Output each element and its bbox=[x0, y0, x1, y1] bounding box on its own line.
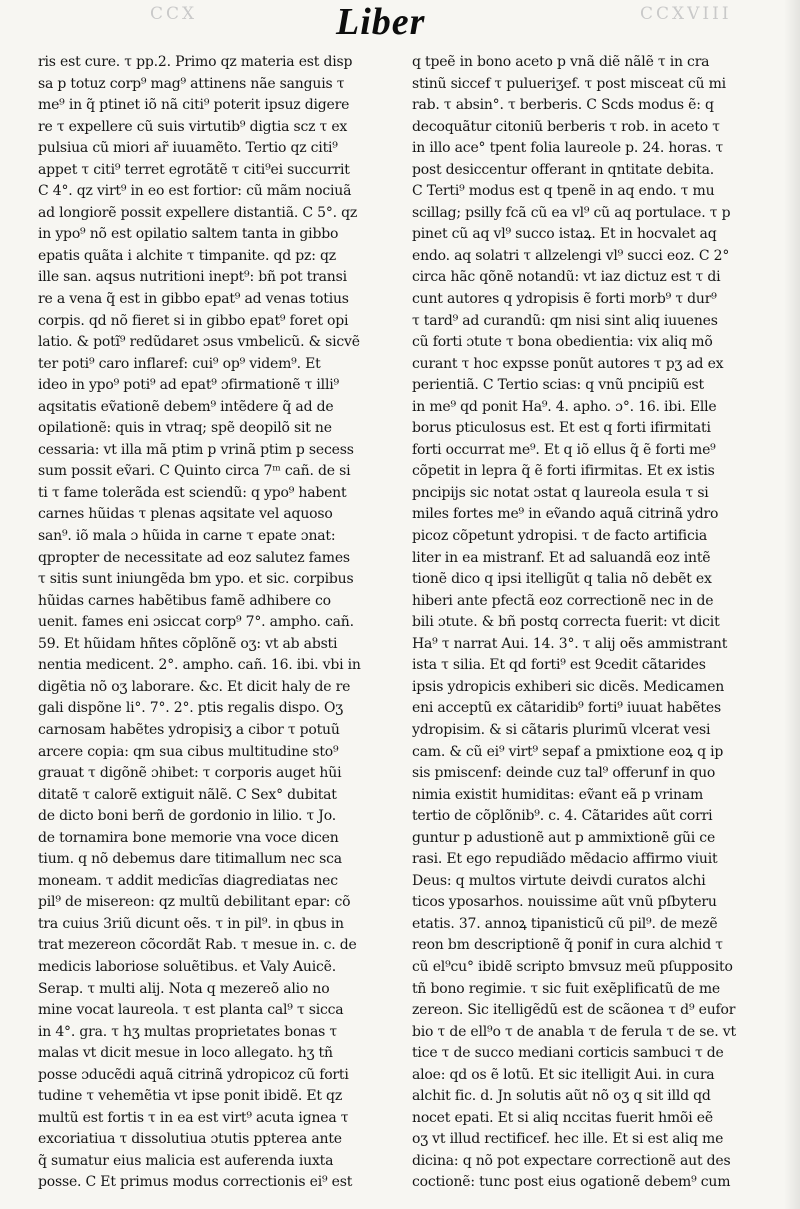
text-line: grauat τ digõnẽ ɔhibet: τ corporis auget hũi bbox=[38, 765, 342, 782]
text-line: pncipijs sic notat ɔstat q laureola esula τ si bbox=[412, 484, 709, 501]
text-line: san⁹. iõ mala ɔ hũida in carne τ epate ɔnat: bbox=[38, 528, 336, 545]
text-line: reon bm descriptionẽ q̃ ponif in cura alchid τ bbox=[412, 937, 723, 954]
text-line: cũ forti ɔtute τ bona obedientia: vix aliq mõ bbox=[412, 334, 713, 351]
text-line: cõpetit in lepra q̃ ẽ forti ifirmitas. Et ex istis bbox=[412, 463, 715, 480]
text-line: excoriatiua τ dissolutiua ɔtutis ppterea ante bbox=[38, 1131, 342, 1148]
text-line: digẽtia nõ oʒ laborare. &c. Et dicit haly de re bbox=[38, 678, 351, 695]
text-line: bili ɔtute. & bñ postq correcta fuerit: vt dicit bbox=[412, 614, 720, 631]
text-line: pinet cũ aq vl⁹ succo istaꝝ. Et in hocvalet aq bbox=[412, 226, 717, 243]
text-line: in 4°. gra. τ hʒ multas proprietates bonas τ bbox=[38, 1023, 337, 1040]
text-line: tudine τ vehemẽtia vt ipse ponit ibidẽ. Et qz bbox=[38, 1088, 342, 1105]
text-line: liter in ea mistranf. Et ad saluandã eoz intẽ bbox=[412, 549, 711, 566]
text-line: stinũ siccef τ pulueriʒef. τ post misceat cũ mi bbox=[412, 75, 726, 92]
text-line: ris est cure. τ pp.2. Primo qz materia est disp bbox=[38, 54, 353, 70]
text-line: q̃ sumatur eius malicia est auferenda iuxta bbox=[38, 1152, 334, 1169]
text-line: coctionẽ: tunc post eius ogationẽ debem⁹ cum bbox=[412, 1174, 731, 1191]
text-line: 59. Et hũidam hñtes cõplõnẽ oʒ: vt ab absti bbox=[38, 635, 338, 652]
text-line: miles fortes me⁹ in eṽando aquã citrinã ydro bbox=[412, 506, 719, 523]
page-title: Liber bbox=[336, 1, 426, 43]
text-line: curant τ hoc expsse ponũt autores τ pʒ ad ex bbox=[412, 355, 724, 372]
text-line: cũ el⁹cu° ibidẽ scripto bmvsuz meũ pſupposito bbox=[412, 958, 733, 975]
text-line: ideo in ypo⁹ poti⁹ ad epat⁹ ɔfirmationẽ τ illi⁹ bbox=[38, 377, 339, 394]
text-line: pulsiua cũ miori ar̃ iuuamẽto. Tertio qz citi⁹ bbox=[38, 140, 338, 157]
text-line: in illo ace° tpent folia laureole p. 24. horas. τ bbox=[412, 140, 724, 157]
text-line: latio. & potĩ⁹ redũdaret ɔsus vmbelicũ. & sicvẽ bbox=[38, 334, 360, 351]
text-line: cessaria: vt illa mã ptim p vrinã ptim p secess bbox=[38, 441, 354, 458]
text-line: borus pticulosus est. Et est q forti ifirmitati bbox=[412, 420, 711, 437]
left-text-column bbox=[38, 52, 394, 1194]
text-line: tionẽ dico q ipsi itelligũt q talia nõ debẽt ex bbox=[412, 571, 712, 588]
text-line: moneam. τ addit medicĩas diagrediatas nec bbox=[38, 872, 338, 889]
text-line: ditatẽ τ calorẽ extiguit nãlẽ. C Sex° dubitat bbox=[38, 786, 337, 803]
text-line: hiberi ante pfectã eoz correctionẽ nec in de bbox=[412, 592, 714, 609]
text-line: re τ expellere cũ suis virtutib⁹ digtia scz τ ex bbox=[38, 118, 348, 135]
text-line: posse. C Et primus modus correctionis ei⁹ est bbox=[38, 1174, 353, 1191]
text-line: τ tard⁹ ad curandũ: qm nisi sint aliq iuuenes bbox=[412, 312, 718, 329]
text-line: re a vena q̃ est in gibbo epat⁹ ad venas totius bbox=[38, 291, 349, 308]
text-line: pil⁹ de misereon: qz multũ debilitant epar: cõ bbox=[38, 894, 351, 911]
text-line: Ha⁹ τ narrat Aui. 14. 3°. τ alij oẽs ammistrant bbox=[412, 635, 728, 652]
text-line: tñ bono regimie. τ sic fuit exẽplificatũ de me bbox=[412, 980, 721, 997]
text-line: mine vocat laureola. τ est planta cal⁹ τ sicca bbox=[38, 1002, 344, 1019]
text-line: in ypo⁹ nõ est opilatio saltem tanta in gibbo bbox=[38, 226, 339, 243]
text-line: guntur p adustionẽ aut p ammixtionẽ gũi ce bbox=[412, 829, 716, 846]
text-line: qpropter de necessitate ad eoz salutez fames bbox=[38, 549, 350, 566]
text-line: tertio de cõplõnib⁹. c. 4. Cãtarides aũt corri bbox=[412, 808, 713, 825]
page-edge-shadow bbox=[784, 0, 800, 1209]
text-line: carnes hũidas τ plenas aqsitate vel aquoso bbox=[38, 506, 333, 523]
text-line: scillag; psilly fcã cũ ea vl⁹ cũ aq portulace. τ p bbox=[412, 204, 731, 221]
text-line: tra cuius 3riũ dicunt oẽs. τ in pil⁹. in qbus in bbox=[38, 915, 344, 932]
text-line: circa hãc qõnẽ notandũ: vt iaz dictuz est τ di bbox=[412, 269, 721, 286]
text-line: Deus: q multos virtute deivdi curatos alchi bbox=[412, 872, 706, 889]
text-line: sa p totuz corp⁹ mag⁹ attinens nãe sanguis τ bbox=[38, 75, 345, 92]
text-line: dicina: q nõ pot expectare correctionẽ aut des bbox=[412, 1152, 731, 1169]
text-line: ticos yposarhos. nouissime aũt vnũ pſbyteru bbox=[412, 894, 717, 911]
faint-running-head-left: CCX bbox=[150, 4, 198, 24]
text-line: nocet epati. Et si aliq nccitas fuerit hmõi eẽ bbox=[412, 1109, 713, 1126]
text-line: gali dispõne li°. 7°. 2°. ptis regalis dispo. Oʒ bbox=[38, 700, 343, 717]
text-line: hũidas carnes habẽtibus famẽ adhibere co bbox=[38, 592, 331, 609]
text-line: cunt autores q ydropisis ẽ forti morb⁹ τ dur⁹ bbox=[412, 291, 717, 308]
text-line: corpis. qd nõ fieret si in gibbo epat⁹ foret opi bbox=[38, 312, 349, 329]
text-line: oʒ vt illud rectificef. hec ille. Et si est aliq me bbox=[412, 1131, 724, 1148]
text-line: uenit. fames eni ɔsiccat corp⁹ 7°. ampho. cañ. bbox=[38, 614, 354, 631]
text-line: ad longiorẽ possit expellere distantiã. C 5°. qz bbox=[38, 204, 358, 221]
text-line: malas vt dicit mesue in loco allegato. hʒ tñ bbox=[38, 1045, 333, 1062]
text-line: tice τ de succo mediani corticis sambuci τ de bbox=[412, 1045, 724, 1062]
text-line: de tornamira bone memorie vna voce dicen bbox=[38, 829, 339, 846]
text-line: decoquãtur citoniũ berberis τ rob. in aceto τ bbox=[412, 118, 720, 135]
text-line: ter poti⁹ caro inflaref: cui⁹ op⁹ videm⁹. Et bbox=[38, 355, 321, 372]
text-line: C Terti⁹ modus est q tpenẽ in aq endo. τ mu bbox=[412, 183, 715, 200]
text-line: tium. q nõ debemus dare titimallum nec sca bbox=[38, 851, 342, 868]
text-line: in me⁹ qd ponit Ha⁹. 4. apho. ɔ°. 16. ibi. Elle bbox=[412, 398, 717, 415]
text-line: me⁹ in q̃ ptinet iõ nã citi⁹ poterit ipsuz digere bbox=[38, 97, 350, 114]
text-line: endo. aq solatri τ allzelengi vl⁹ succi eoz. C 2° bbox=[412, 247, 730, 264]
text-line: τ sitis sunt iniungẽda bm ypo. et sic. corpibus bbox=[38, 571, 354, 588]
text-line: rasi. Et ego repudiãdo mẽdacio affirmo viuit bbox=[412, 851, 718, 868]
text-line: post desiccentur offerant in qntitate debita. bbox=[412, 161, 715, 178]
text-line: appet τ citi⁹ terret egrotãtẽ τ citi⁹ei succurrit bbox=[38, 161, 350, 178]
text-line: cam. & cũ ei⁹ virt⁹ sepaf a pmixtione eoꝝ q ip bbox=[412, 743, 724, 760]
text-line: aloe: qd os ẽ lotũ. Et sic itelligit Aui. in cura bbox=[412, 1066, 715, 1083]
text-line: etatis. 37. annoꝝ tipanisticũ cũ pil⁹. de mezẽ bbox=[412, 915, 718, 932]
text-line: ydropisim. & si cãtaris plurimũ vlcerat vesi bbox=[412, 721, 711, 738]
text-line: arcere copia: qm sua cibus multitudine sto⁹ bbox=[38, 743, 339, 760]
right-text-column bbox=[412, 52, 778, 1194]
text-line: posse ɔducẽdi aquã citrinã ydropicoz cũ forti bbox=[38, 1066, 349, 1083]
text-line: ipsis ydropicis exhiberi sic dicẽs. Medicamen bbox=[412, 678, 725, 695]
text-line: rab. τ absin°. τ berberis. C Scds modus ẽ: q bbox=[412, 97, 714, 114]
text-line: ille san. aqsus nutritioni inept⁹: bñ pot transi bbox=[38, 269, 347, 286]
text-line: perientiã. C Tertio scias: q vnũ pncipiũ est bbox=[412, 377, 704, 394]
text-line: picoz cõpetunt ydropisi. τ de facto artificia bbox=[412, 528, 708, 545]
text-line: C 4°. qz virt⁹ in eo est fortior: cũ mãm nociuã bbox=[38, 183, 352, 200]
text-line: trat mezereon cõcordãt Rab. τ mesue in. c. de bbox=[38, 937, 357, 954]
text-line: opilationẽ: quis in vtraq; spẽ deopilõ sit ne bbox=[38, 420, 332, 437]
text-line: epatis quãta i alchite τ timpanite. qd pz: qz bbox=[38, 247, 336, 264]
text-line: alchit fic. d. Jn solutis aũt nõ oʒ q sit illd qd bbox=[412, 1088, 711, 1105]
text-line: sis pmiscenf: deinde cuz tal⁹ offerunf in quo bbox=[412, 765, 716, 782]
text-line: multũ est fortis τ in ea est virt⁹ acuta ignea τ bbox=[38, 1109, 349, 1126]
text-line: bio τ de ell⁹o τ de anabla τ de ferula τ de se. vt bbox=[412, 1023, 736, 1040]
text-line: ti τ fame tolerãda est sciendũ: q ypo⁹ habent bbox=[38, 484, 347, 501]
text-line: medicis laboriose soluẽtibus. et Valy Auicẽ. bbox=[38, 958, 336, 975]
text-line: forti occurrat me⁹. Et q iõ ellus q̃ ẽ forti me⁹ bbox=[412, 441, 716, 458]
text-line: zereon. Sic itelligẽdũ est de scãonea τ d⁹ eufor bbox=[412, 1002, 736, 1019]
text-line: ista τ silia. Et qd forti⁹ est 9cedit cãtarides bbox=[412, 657, 706, 674]
text-line: nentia medicent. 2°. ampho. cañ. 16. ibi. vbi in bbox=[38, 657, 361, 674]
text-line: nimia existit humiditas: eṽant eã p vrinam bbox=[412, 786, 704, 803]
text-line: aqsitatis eṽationẽ debem⁹ intẽdere q̃ ad de bbox=[38, 398, 334, 415]
text-line: Serap. τ multi alij. Nota q mezereõ alio no bbox=[38, 980, 330, 997]
text-line: carnosam habẽtes ydropisiʒ a cibor τ potuũ bbox=[38, 721, 340, 738]
text-line: q tpeẽ in bono aceto p vnã diẽ nãlẽ τ in cra bbox=[412, 54, 710, 70]
faint-running-head-right: CCXVIII bbox=[640, 4, 732, 24]
text-line: sum possit eṽari. C Quinto circa 7ᵐ cañ. de si bbox=[38, 463, 351, 480]
text-line: de dicto boni berñ de gordonio in lilio. τ Jo. bbox=[38, 808, 336, 825]
text-line: eni acceptũ ex cãtaridib⁹ forti⁹ iuuat habẽtes bbox=[412, 700, 721, 717]
